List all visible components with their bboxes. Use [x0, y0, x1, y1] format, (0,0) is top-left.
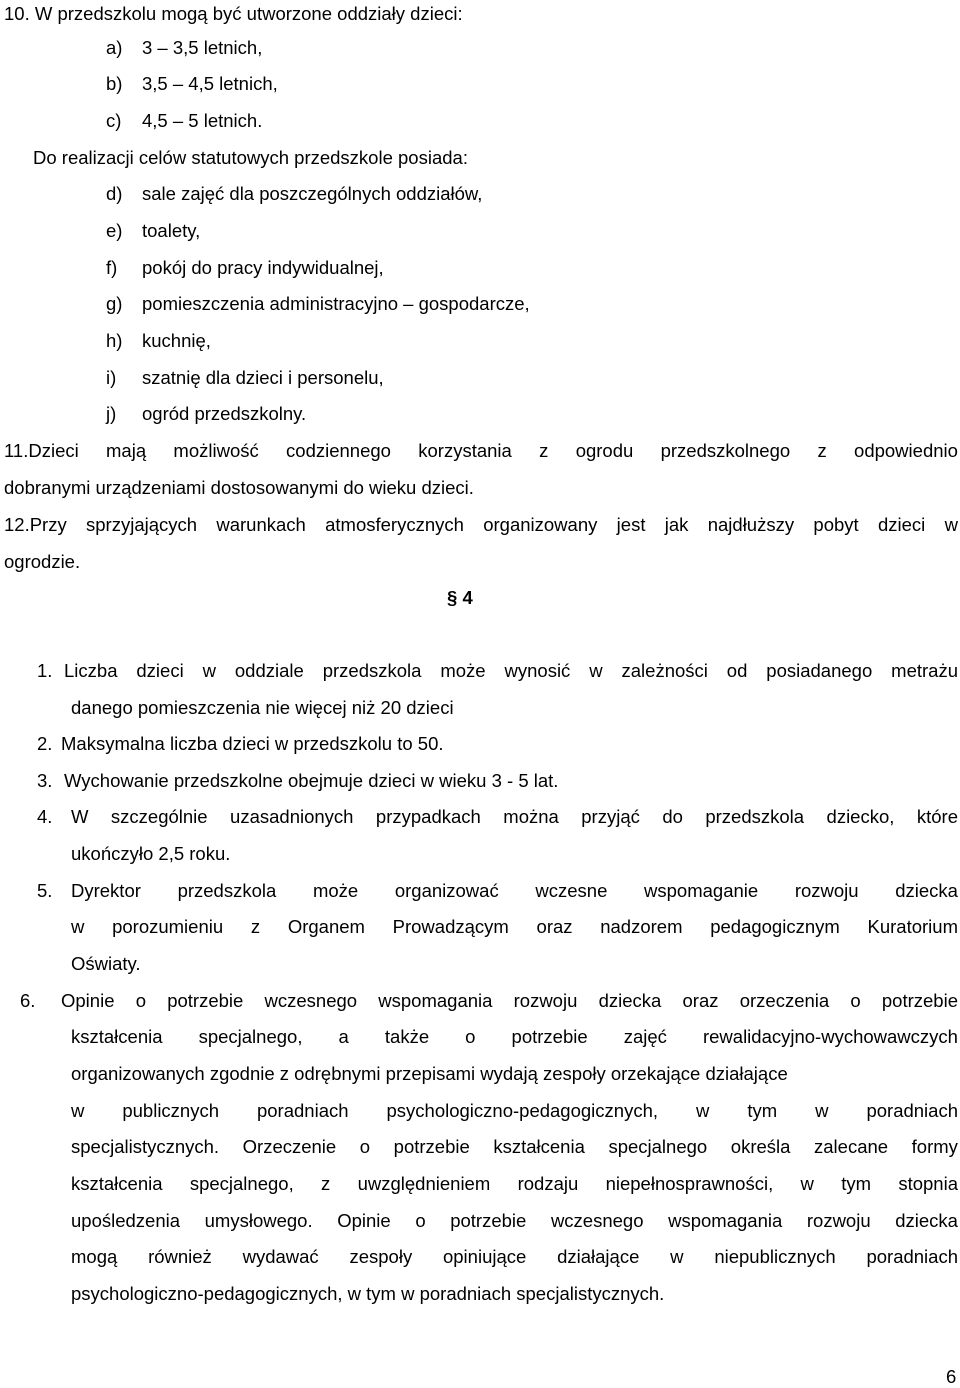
- list-item: [106, 330, 211, 352]
- word: potrzebie: [881, 990, 958, 1011]
- word: organizować: [394, 880, 499, 901]
- word: Organem: [287, 916, 365, 937]
- word: od: [726, 660, 748, 681]
- word: opiniujące: [442, 1246, 527, 1267]
- word: poradniach: [866, 1100, 958, 1121]
- word: przypadkach: [375, 806, 481, 827]
- word: do: [662, 806, 683, 827]
- word: a: [338, 1026, 349, 1047]
- list-item: [106, 220, 200, 242]
- word: 11.Dzieci: [4, 440, 79, 461]
- word: również: [148, 1246, 212, 1267]
- word: specjalnego,: [189, 1173, 294, 1194]
- item-1-line-1: [64, 660, 958, 682]
- list-text: 4,5 – 5 letnich.: [142, 110, 263, 131]
- word: o: [135, 990, 146, 1011]
- word: z: [817, 440, 827, 461]
- word: specjalistycznych.: [71, 1136, 220, 1157]
- word: zalecane: [814, 1136, 889, 1157]
- facilities-intro: Do realizacji celów statutowych przedszkole posiada:: [33, 147, 468, 168]
- item-number: 5.: [37, 880, 53, 901]
- word: posiadanego: [766, 660, 873, 681]
- word: o: [465, 1026, 476, 1047]
- word: potrzebie: [511, 1026, 588, 1047]
- word: poradniach: [256, 1100, 349, 1121]
- word: kształcenia: [71, 1026, 163, 1047]
- word: z: [321, 1173, 331, 1194]
- word: w: [589, 660, 603, 681]
- list-item: [106, 367, 384, 389]
- list-text: ogród przedszkolny.: [142, 403, 307, 424]
- paragraph-11-line-1: [4, 440, 958, 462]
- list-item: [106, 73, 278, 95]
- word: dziecka: [895, 880, 958, 901]
- word: kształcenia: [71, 1173, 163, 1194]
- paragraph-10-heading: 10. W przedszkolu mogą być utworzone oddziały dzieci:: [4, 3, 463, 24]
- word: w: [815, 1100, 829, 1121]
- word: mają: [106, 440, 147, 461]
- word: Dyrektor: [71, 880, 141, 901]
- word: korzystania: [418, 440, 512, 461]
- section-number: 4: [462, 587, 473, 608]
- list-label: i): [106, 367, 117, 388]
- word: z: [539, 440, 549, 461]
- item-number: 4.: [37, 806, 53, 827]
- list-text: kuchnię,: [142, 330, 211, 351]
- word: dziecka: [598, 990, 662, 1011]
- word: publicznych: [122, 1100, 220, 1121]
- word: przedszkola: [705, 806, 805, 827]
- paragraph-12-line-1: [4, 514, 958, 536]
- item-2-text: Maksymalna liczba dzieci w przedszkolu to 50.: [61, 733, 444, 754]
- word: specjalnego,: [198, 1026, 303, 1047]
- word: Prowadzącym: [392, 916, 509, 937]
- word: tym: [747, 1100, 778, 1121]
- word: rodzaju: [517, 1173, 579, 1194]
- item-6-line-5: [71, 1136, 958, 1158]
- item-6-line-3: organizowanych zgodnie z odrębnymi przepisami wydają zespoły orzekające działające: [71, 1063, 788, 1084]
- word: przedszkola: [322, 660, 422, 681]
- word: specjalnego: [608, 1136, 708, 1157]
- word: uzasadnionych: [230, 806, 354, 827]
- word: jak: [664, 514, 689, 535]
- paragraph-11-line-2: dobranymi urządzeniami dostosowanymi do wieku dzieci.: [4, 477, 474, 498]
- list-item: [106, 403, 306, 425]
- item-6-line-2: [71, 1026, 958, 1048]
- word: sprzyjających: [86, 514, 198, 535]
- word: oddziale: [234, 660, 304, 681]
- item-6-line-8: [71, 1246, 958, 1268]
- item-6-line-1: [61, 990, 958, 1012]
- word: rozwoju: [513, 990, 578, 1011]
- list-label: d): [106, 183, 123, 204]
- word: w: [670, 1246, 684, 1267]
- list-item: [106, 110, 262, 132]
- list-item: [106, 37, 262, 59]
- word: nadzorem: [600, 916, 683, 937]
- word: Kuratorium: [867, 916, 958, 937]
- item-4-line-2: ukończyło 2,5 roku.: [71, 843, 231, 864]
- word: odpowiednio: [854, 440, 958, 461]
- word: formy: [911, 1136, 958, 1157]
- word: niepublicznych: [714, 1246, 836, 1267]
- word: ogrodu: [575, 440, 634, 461]
- word: przyjąć: [581, 806, 640, 827]
- word: uwzględnieniem: [357, 1173, 491, 1194]
- item-number: 6.: [20, 990, 36, 1011]
- word: może: [312, 880, 359, 901]
- word: dzieci: [877, 514, 926, 535]
- word: w: [944, 514, 958, 535]
- word: tym: [841, 1173, 872, 1194]
- item-6-line-9: psychologiczno-pedagogicznych, w tym w poradniach specjalistycznych.: [71, 1283, 665, 1304]
- word: które: [916, 806, 958, 827]
- item-number: 2.: [37, 733, 53, 754]
- word: rozwoju: [806, 1210, 871, 1231]
- word: W: [71, 806, 89, 827]
- list-item: [106, 257, 384, 279]
- list-text: 3 – 3,5 letnich,: [142, 37, 263, 58]
- word: dziecko,: [826, 806, 895, 827]
- word: warunkach: [216, 514, 306, 535]
- word: wydawać: [242, 1246, 319, 1267]
- list-text: sale zajęć dla poszczególnych oddziałów,: [142, 183, 483, 204]
- word: szczególnie: [110, 806, 208, 827]
- word: wynosić: [504, 660, 571, 681]
- item-1-line-2: danego pomieszczenia nie więcej niż 20 dzieci: [71, 697, 454, 718]
- list-label: g): [106, 293, 123, 314]
- item-number: 1.: [37, 660, 53, 681]
- item-6-line-7: [71, 1210, 958, 1232]
- word: codziennego: [286, 440, 391, 461]
- word: przedszkola: [177, 880, 277, 901]
- word: zespoły: [349, 1246, 413, 1267]
- item-3-text: Wychowanie przedszkolne obejmuje dzieci w wieku 3 - 5 lat.: [64, 770, 559, 791]
- section-heading: [447, 587, 473, 609]
- word: pobyt: [813, 514, 859, 535]
- word: rozwoju: [794, 880, 859, 901]
- item-5-line-3: Oświaty.: [71, 953, 141, 974]
- word: oraz: [682, 990, 719, 1011]
- word: kształcenia: [493, 1136, 585, 1157]
- word: jest: [616, 514, 646, 535]
- list-label: b): [106, 73, 123, 94]
- word: w: [695, 1100, 710, 1121]
- word: niepełnosprawności,: [605, 1173, 774, 1194]
- word: potrzebie: [167, 990, 244, 1011]
- item-4-line-1: [71, 806, 958, 828]
- word: oraz: [536, 916, 573, 937]
- word: mogą: [71, 1246, 118, 1267]
- list-item: [106, 183, 482, 205]
- list-text: szatnię dla dzieci i personelu,: [142, 367, 384, 388]
- word: w: [800, 1173, 814, 1194]
- item-6-line-4: [71, 1100, 958, 1122]
- list-text: toalety,: [142, 220, 201, 241]
- word: z: [250, 916, 261, 937]
- list-label: h): [106, 330, 123, 351]
- word: pedagogicznym: [710, 916, 840, 937]
- word: potrzebie: [393, 1136, 470, 1157]
- word: psychologiczno-pedagogicznych,: [386, 1100, 659, 1121]
- word: organizowany: [483, 514, 598, 535]
- word: wczesnego: [550, 1210, 644, 1231]
- section-symbol: §: [447, 587, 458, 608]
- word: wczesnego: [264, 990, 358, 1011]
- word: określa: [730, 1136, 791, 1157]
- word: Opinie: [337, 1210, 391, 1231]
- word: Opinie: [61, 990, 115, 1011]
- word: można: [503, 806, 559, 827]
- word: dzieci: [136, 660, 184, 681]
- list-label: c): [106, 110, 122, 131]
- word: metrażu: [891, 660, 958, 681]
- word: wspomaganie: [644, 880, 759, 901]
- word: poradniach: [866, 1246, 958, 1267]
- word: wspomagania: [378, 990, 493, 1011]
- list-label: a): [106, 37, 123, 58]
- item-5-line-2: [71, 916, 958, 938]
- list-label: f): [106, 257, 118, 278]
- word: potrzebie: [450, 1210, 527, 1231]
- word: może: [440, 660, 486, 681]
- paragraph-12-line-2: ogrodzie.: [4, 551, 81, 572]
- word: wspomagania: [668, 1210, 783, 1231]
- word: w: [71, 916, 85, 937]
- word: w: [202, 660, 216, 681]
- list-text: pomieszczenia administracyjno – gospodarcze,: [142, 293, 530, 314]
- word: Orzeczenie: [242, 1136, 337, 1157]
- word: przedszkolnego: [660, 440, 791, 461]
- word: upośledzenia: [71, 1210, 181, 1231]
- word: najdłuższy: [707, 514, 795, 535]
- word: rewalidacyjno-wychowawczych: [702, 1026, 958, 1047]
- word: atmosferycznych: [325, 514, 464, 535]
- word: Liczba: [64, 660, 118, 681]
- item-6-line-6: [71, 1173, 958, 1195]
- word: stopnia: [898, 1173, 958, 1194]
- word: o: [850, 990, 861, 1011]
- word: dziecka: [895, 1210, 958, 1231]
- item-5-line-1: [71, 880, 958, 902]
- word: umysłowego.: [204, 1210, 313, 1231]
- list-text: pokój do pracy indywidualnej,: [142, 257, 384, 278]
- list-label: e): [106, 220, 123, 241]
- page-number: 6: [946, 1366, 957, 1387]
- word: 12.Przy: [4, 514, 67, 535]
- word: działające: [557, 1246, 640, 1267]
- word: w: [71, 1100, 85, 1121]
- word: porozumieniu: [112, 916, 224, 937]
- word: o: [359, 1136, 371, 1157]
- word: o: [415, 1210, 426, 1231]
- word: wczesne: [535, 880, 608, 901]
- word: zajęć: [623, 1026, 667, 1047]
- list-item: [106, 293, 530, 315]
- item-number: 3.: [37, 770, 53, 791]
- word: także: [384, 1026, 430, 1047]
- list-text: 3,5 – 4,5 letnich,: [142, 73, 278, 94]
- word: orzeczenia: [739, 990, 830, 1011]
- word: zależności: [621, 660, 708, 681]
- list-label: j): [106, 403, 117, 424]
- word: możliwość: [173, 440, 259, 461]
